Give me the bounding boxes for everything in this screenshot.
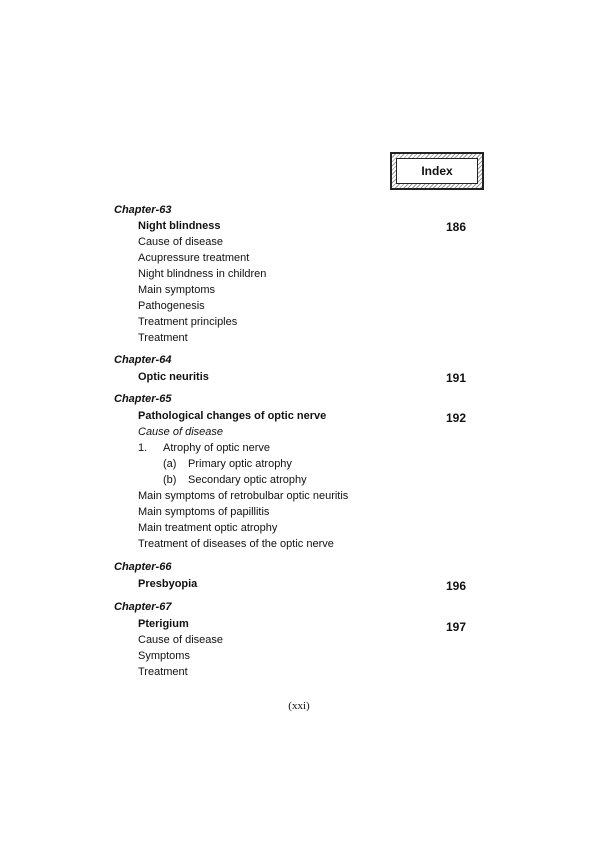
chapter-66-label: Chapter-66 bbox=[114, 561, 172, 573]
chapter-64-title: Optic neuritis bbox=[138, 371, 209, 383]
chapter-67-page: 197 bbox=[446, 620, 467, 634]
chapter-63-item: Acupressure treatment bbox=[138, 252, 250, 264]
chapter-67-item: Cause of disease bbox=[138, 634, 223, 646]
chapter-63-item: Night blindness in children bbox=[138, 268, 267, 280]
chapter-65-item: Main symptoms of retrobulbar optic neuritis bbox=[138, 490, 349, 502]
chapter-65-item: Treatment of diseases of the optic nerve bbox=[138, 538, 334, 550]
chapter-67-label: Chapter-67 bbox=[114, 601, 172, 613]
chapter-65-cause: Cause of disease bbox=[138, 426, 223, 438]
chapter-63-title: Night blindness bbox=[138, 220, 221, 232]
chapter-67-item: Treatment bbox=[138, 666, 188, 678]
chapter-64-page: 191 bbox=[446, 371, 467, 385]
index-label: Index bbox=[396, 158, 478, 184]
chapter-65-label: Chapter-65 bbox=[114, 393, 172, 405]
chapter-63-item: Treatment bbox=[138, 332, 188, 344]
chapter-67-title: Pterigium bbox=[138, 618, 189, 630]
lettered-marker: (a) bbox=[163, 458, 177, 470]
chapter-64-label: Chapter-64 bbox=[114, 354, 172, 366]
index-header-box bbox=[390, 152, 484, 190]
page-folio: (xxi) bbox=[288, 700, 310, 712]
chapter-66-title: Presbyopia bbox=[138, 578, 198, 590]
chapter-63-label: Chapter-63 bbox=[114, 204, 172, 216]
lettered-marker: (b) bbox=[163, 474, 177, 486]
chapter-67-item: Symptoms bbox=[138, 650, 190, 662]
chapter-63-item: Cause of disease bbox=[138, 236, 223, 248]
chapter-65-item: Main symptoms of papillitis bbox=[138, 506, 270, 518]
lettered-text: Primary optic atrophy bbox=[188, 458, 292, 470]
chapter-63-item: Treatment principles bbox=[138, 316, 238, 328]
chapter-63-page: 186 bbox=[446, 220, 467, 234]
numbered-marker: 1. bbox=[138, 442, 148, 454]
chapter-65-page: 192 bbox=[446, 411, 467, 425]
chapter-63-item: Main symptoms bbox=[138, 284, 216, 296]
chapter-66-page: 196 bbox=[446, 579, 467, 593]
numbered-text: Atrophy of optic nerve bbox=[163, 442, 271, 454]
lettered-text: Secondary optic atrophy bbox=[188, 474, 307, 486]
chapter-63-item: Pathogenesis bbox=[138, 300, 205, 312]
chapter-65-title: Pathological changes of optic nerve bbox=[138, 410, 327, 422]
chapter-65-item: Main treatment optic atrophy bbox=[138, 522, 278, 534]
